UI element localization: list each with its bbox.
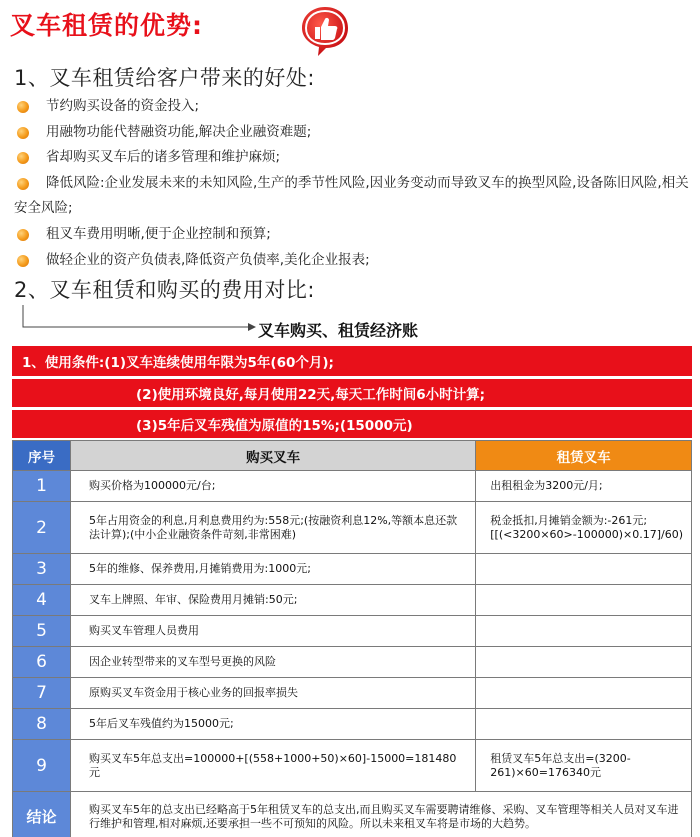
table-row: [13, 709, 692, 740]
section2-heading: 2、叉车租赁和购买的费用对比:: [14, 278, 315, 302]
list-item: 降低风险:企业发展未来的未知风险,生产的季节性风险,因业务变动而导致叉车的换型风险,设备陈旧风险,相关安全风险;: [14, 174, 689, 217]
header-index: 序号: [13, 441, 71, 471]
benefits-list: [14, 94, 690, 273]
table-row: [13, 471, 692, 502]
table-row: [13, 678, 692, 709]
row-buy: 因企业转型带来的叉车型号更换的风险: [71, 647, 476, 678]
header-rent: 租赁叉车: [476, 441, 692, 471]
row-buy: 购买价格为100000元/台;: [71, 471, 476, 502]
list-item: 用融物功能代替融资功能,解决企业融资难题;: [14, 120, 690, 146]
row-index: 7: [13, 678, 71, 709]
table-header-row: [13, 441, 692, 471]
row-rent: 出租租金为3200元/月;: [476, 471, 692, 502]
row-index: 6: [13, 647, 71, 678]
row-index: 3: [13, 554, 71, 585]
bullet-icon: [17, 229, 29, 241]
table-row: [13, 647, 692, 678]
row-buy: 购买叉车管理人员费用: [71, 616, 476, 647]
row-rent: [476, 647, 692, 678]
table-row: [13, 740, 692, 792]
row-index: 9: [13, 740, 71, 792]
row-buy: 原购买叉车资金用于核心业务的回报率损失: [71, 678, 476, 709]
header-buy: 购买叉车: [71, 441, 476, 471]
bullet-icon: [17, 127, 29, 139]
row-buy: 5年后叉车残值约为15000元;: [71, 709, 476, 740]
table-row: [13, 585, 692, 616]
row-buy: 叉车上牌照、年审、保险费用月摊销:50元;: [71, 585, 476, 616]
list-item: 做轻企业的资产负债表,降低资产负债率,美化企业报表;: [14, 248, 690, 274]
list-item: 节约购买设备的资金投入;: [14, 94, 690, 120]
bullet-icon: [17, 101, 29, 113]
page-title: 叉车租赁的优势:: [10, 11, 203, 40]
row-rent: [476, 616, 692, 647]
row-rent: 租赁叉车5年总支出=(3200-261)×60=176340元: [476, 740, 692, 792]
bullet-icon: [17, 178, 29, 190]
section1-heading: 1、叉车租赁给客户带来的好处:: [14, 66, 315, 90]
row-index: 4: [13, 585, 71, 616]
conclusion-label: 结论: [13, 792, 71, 837]
bullet-icon: [17, 152, 29, 164]
bullet-icon: [17, 255, 29, 267]
row-rent: [476, 554, 692, 585]
table-row: [13, 502, 692, 554]
condition-bar-2: (2)使用环境良好,每月使用22天,每天工作时间6小时计算;: [12, 379, 692, 407]
conclusion-text: 购买叉车5年的总支出已经略高于5年租赁叉车的总支出,而且购买叉车需要聘请维修、采购、叉车管理等相关人员对叉车进行维护和管理,相对麻烦,还要承担一些不可预知的风险。所以未来租叉车将是市场的大趋势。: [71, 792, 692, 837]
condition-bar-3: (3)5年后叉车残值为原值的15%;(15000元): [12, 410, 692, 438]
table-row: [13, 616, 692, 647]
thumbs-up-icon: [298, 4, 352, 58]
row-buy: 购买叉车5年总支出=100000+[(558+1000+50)×60]-15000=181480元: [71, 740, 476, 792]
row-index: 1: [13, 471, 71, 502]
row-rent: [476, 709, 692, 740]
row-index: 8: [13, 709, 71, 740]
row-index: 5: [13, 616, 71, 647]
cost-comparison-table: [12, 440, 692, 837]
list-item: 租叉车费用明晰,便于企业控制和预算;: [14, 222, 690, 248]
row-rent: [476, 678, 692, 709]
table-row: [13, 554, 692, 585]
list-item: 省却购买叉车后的诸多管理和维护麻烦;: [14, 145, 690, 171]
conclusion-row: [13, 792, 692, 837]
row-rent: 税金抵扣,月摊销金额为:-261元;[[(<3200×60>-100000)×0.17]/60): [476, 502, 692, 554]
row-buy: 5年的维修、保养费用,月摊销费用为:1000元;: [71, 554, 476, 585]
comparison-title: 叉车购买、租赁经济账: [258, 321, 419, 340]
row-buy: 5年占用资金的利息,月利息费用约为:558元;(按融资利息12%,等额本息还款法计算);(中小企业融资条件苛刻,非常困难): [71, 502, 476, 554]
condition-bar-1: 1、使用条件:(1)叉车连续使用年限为5年(60个月);: [12, 346, 692, 376]
row-rent: [476, 585, 692, 616]
row-index: 2: [13, 502, 71, 554]
